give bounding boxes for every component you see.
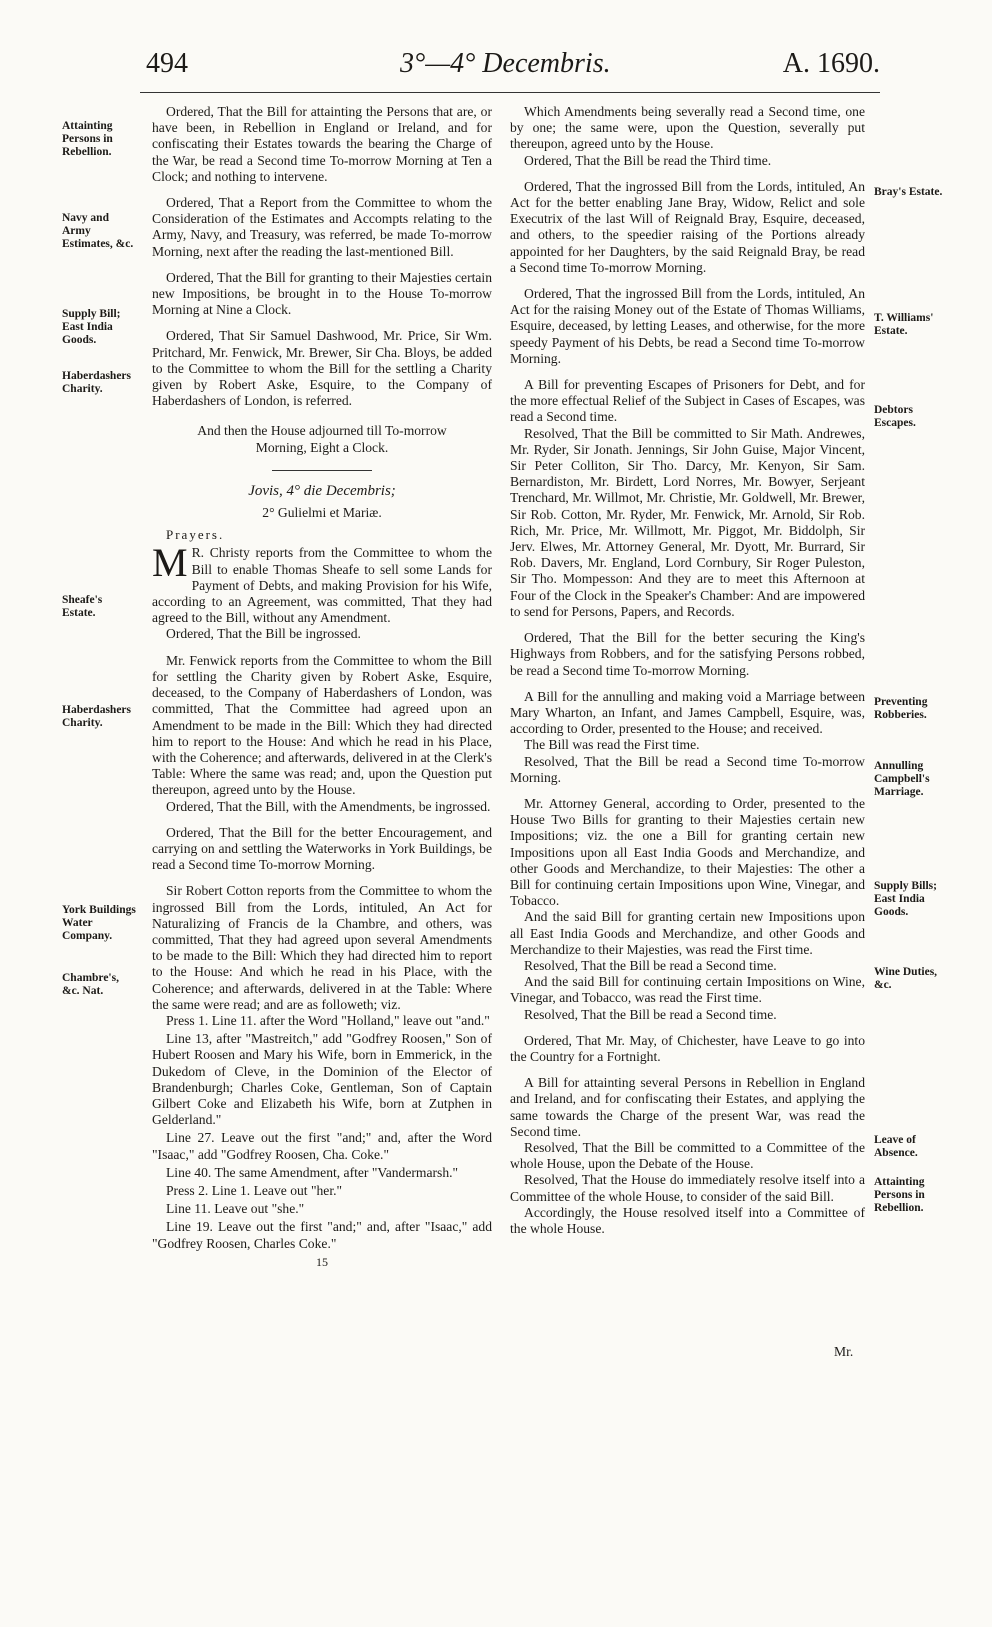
prayers-heading: Prayers. [166, 527, 225, 543]
margin-note-left: York Buildings Water Company. [62, 904, 136, 942]
margin-note-left: Haberdashers Charity. [62, 704, 131, 729]
entry: Resolved, That the Bill be read a Second time. [524, 957, 777, 973]
entry: Ordered, That Sir Samuel Dashwood, Mr. Price, Sir Wm. Pritchard, Mr. Fenwick, Mr. Brewer, Sir Cha. Bloys, be added to the Committee to whom the Bill for the settling a Charity given by Robert Aske, Esquire, to the Company of Haberdashers of London, is referred. [152, 328, 492, 409]
margin-note-right: Annulling Campbell's Marriage. [874, 760, 930, 798]
amendment: Line 27. Leave out the first "and;" and, after the Word "Isaac," add "Godfrey Roosen, Cha. Coke." [152, 1130, 492, 1162]
entry: And the said Bill for granting certain new Impositions upon all East India Goods and Merchandize, and other Goods and Merchandize to their Majesties, was read the First time. [510, 909, 865, 957]
margin-note-right: Preventing Robberies. [874, 696, 928, 721]
margin-note-right: Attainting Persons in Rebellion. [874, 1176, 925, 1214]
entry: And the said Bill for continuing certain Impositions on Wine, Vinegar, and Tobacco, was read the First time. [510, 974, 865, 1006]
catchword: Mr. [834, 1344, 854, 1359]
entry: Ordered, That the Bill for attainting the Persons that are, or have been, in Rebellion in England or Ireland, and for confiscating their Estates towards the bearing the Charge of the War, be read a Second time To-morrow Morning at Ten a Clock; and nothing to intervene. [152, 104, 492, 184]
drop-cap: M [152, 540, 188, 586]
entry: Ordered, That the Bill be read the Third time. [524, 152, 772, 168]
entry: Which Amendments being severally read a Second time, one by one; the same were, upon the Question, severally put thereupon, agreed unto by the House. [510, 104, 865, 152]
entry: Ordered, That the Bill, with the Amendments, be ingrossed. [166, 798, 491, 814]
entry: Ordered, That the Bill for the better Encouragement, and carrying on and settling the Waterworks in York Buildings, be read a Second time To-morrow Morning. [152, 824, 492, 873]
amendment: Line 40. The same Amendment, after "Vandermarsh." [166, 1164, 459, 1180]
margin-note-left: Navy and Army Estimates, &c. [62, 212, 134, 250]
entry: Resolved, That the Bill be committed to a Committee of the whole House, upon the Debate of the House. [510, 1139, 865, 1172]
entry [152, 540, 492, 626]
entry: Ordered, That Mr. May, of Chichester, have Leave to go into the Country for a Fortnight. [510, 1032, 865, 1064]
entry: Sir Robert Cotton reports from the Committee to whom the ingrossed Bill from the Lords, intituled, An Act for Naturalizing of Francis de la Chambre, and others, was committed, That they had agreed upon several Amendments to be made to the Bill: Which they had directed him to report to the House: And which he read in his Place, with the Coherence; and afterwards, delivered in at the Table: Where the same were read; and are as followeth; viz. [152, 883, 492, 1012]
page-date: 3°—4° Decembris. [400, 48, 611, 79]
entry: A Bill for preventing Escapes of Prisoners for Debt, and for the more effectual Relief of the Subject in Cases of Escapes, was read a Second time. [510, 377, 865, 425]
amendment: Line 13, after "Mastreitch," add "Godfrey Roosen," Son of Hubert Roosen and Mary his Wife, born in Emmerick, in the Dukedom of Cleve, in the Dominion of the Elector of Brandenburgh; Charles Coke, Gentleman, Son of Captain Gilbert Coke and Elizabeth his Wife, born at Zutphen in Gelderland." [152, 1031, 492, 1128]
entry: Ordered, That a Report from the Committee to whom the Consideration of the Estimates and Accompts relating to the Army, Navy, and Treasury, was referred, be made To-morrow Morning, next after the reading the last-mentioned Bill. [152, 195, 492, 259]
entry: A Bill for the annulling and making void a Marriage between Mary Wharton, an Infant, and James Campbell, Esquire, was, according to Order, presented to the House; and received. [510, 688, 865, 737]
entry: Resolved, That the House do immediately resolve itself into a Committee of the whole House, to consider of the said Bill. [510, 1172, 865, 1204]
entry: Ordered, That the ingrossed Bill from the Lords, intituled, An Act for the better enabling Jane Bray, Widow, Relict and sole Executrix of the last Will of Reignald Bray, Esquire, deceased, and others, to the speedier raising of the Portions already appointed for her Daughters, by the said Reignald Bray, be read a Second time To-morrow Morning. [510, 178, 865, 275]
entry: Ordered, That the Bill for granting to their Majesties certain new Impositions, be brought in to the House To-morrow Morning at Nine a Clock. [152, 269, 492, 318]
entry: Ordered, That the Bill for the better securing the King's Highways from Robbers, and for the satisfying Persons robbed, be read a Second time To-morrow Morning. [510, 630, 865, 678]
entry: Mr. Fenwick reports from the Committee to whom the Bill for settling the Charity given by Robert Aske, Esquire, deceased, to the Company of Haberdashers of London, was committed, That the Committee had agreed upon an Amendment to be made in the Bill: Which they had directed him to report to the House: And which he read in his Place, with the Coherence; and afterwards, delivered in at the Clerk's Table: Where the same was read; and, upon the Question put thereupon, agreed unto by the House. [152, 652, 492, 798]
margin-note-right: Bray's Estate. [874, 186, 943, 198]
adjournment: And then the House adjourned till To-morrow Morning, Eight a Clock. [197, 423, 447, 455]
margin-note-left: Sheafe's Estate. [62, 594, 103, 619]
margin-note-left: Supply Bill; East India Goods. [62, 308, 121, 346]
regnal-year: 2° Gulielmi et Mariæ. [262, 505, 382, 521]
amendment: Press 2. Line 1. Leave out "her." [166, 1182, 343, 1198]
header-rule [140, 92, 880, 93]
amendment: Press 1. Line 11. after the Word "Holland," leave out "and." [166, 1012, 490, 1028]
entry: Ordered, That the Bill be ingrossed. [166, 626, 361, 642]
left-column [152, 104, 492, 1270]
entry: Mr. Attorney General, according to Order, presented to the House Two Bills for granting to their Majesties certain new Impositions; viz. the one a Bill for granting certain new Impositions upon all East India Goods and Merchandize, and other Goods and Merchandize, to their Majesties: The other a Bill for continuing certain Impositions upon Wine, Vinegar, and Tobacco. [510, 795, 865, 909]
margin-note-left: Attainting Persons in Rebellion. [62, 120, 113, 158]
entry: A Bill for attainting several Persons in Rebellion in England and Ireland, and for confiscating their Estates, and applying the same towards the Charge of the present War, was read the Second time. [510, 1075, 865, 1139]
signature-mark: 15 [316, 1254, 328, 1269]
margin-note-left: Haberdashers Charity. [62, 370, 131, 395]
margin-note-right: Debtors Escapes. [874, 404, 916, 429]
margin-note-right: Supply Bills; East India Goods. [874, 880, 937, 918]
margin-note-right: T. Williams' Estate. [874, 312, 934, 337]
entry-text: R. Christy reports from the Committee to whom the Bill to enable Thomas Sheafe to sell some Lands for Payment of Debts, and making Provision for his Wife, according to an Agreement, was committed, That they had agreed to the Bill, without any Amendment. [152, 545, 492, 626]
margin-note-right: Leave of Absence. [874, 1134, 918, 1159]
entry: Resolved, That the Bill be read a Second time. [524, 1006, 777, 1022]
entry: Accordingly, the House resolved itself into a Committee of the whole House. [510, 1204, 865, 1236]
page-year: A. 1690. [782, 48, 880, 79]
amendment: Line 19. Leave out the first "and;" and, after "Isaac," add "Godfrey Roosen, Charles Coke." [152, 1219, 492, 1251]
entry: Resolved, That the Bill be committed to Sir Math. Andrewes, Mr. Ryder, Sir Jonath. Jennings, Sir John Guise, Major Vincent, Sir Peter Colliton, Sir Tho. Darcy, Mr. Kenyon, Sir Sam. Bernardiston, Mr. Birdett, Lord Norres, Mr. Bowyer, Serjeant Trenchard, Mr. Willmot, Mr. Christie, Mr. Goldwell, Mr. Brewer, Sir Rob. Cotton, Mr. Ryder, Mr. Fenwick, Mr. Arnold, Sir Rob. Rich, Mr. Price, Mr. Willmott, Mr. Piggot, Mr. Biddolph, Sir Jerv. Elwes, Mr. Attorney General, Mr. Dyott, Mr. Burrard, Sir Rob. Davers, Mr. England, Lord Cornbury, Sir Roger Puleston, Sir Tho. Mompesson: And they are to meet this Afternoon at Four of the Clock in the Speaker's Chamber: And are impowered to send for Persons, Papers, and Records. [510, 425, 865, 619]
margin-note-left: Chambre's, &c. Nat. [62, 972, 119, 997]
entry: Ordered, That the ingrossed Bill from the Lords, intituled, An Act for the raising Money out of the Estate of Thomas Williams, Esquire, deceased, by letting Leases, and otherwise, for the more speedy Payment of his Debts, be read a Second time To-morrow Morning. [510, 286, 865, 366]
page-header [140, 46, 880, 94]
day-heading: Jovis, 4° die Decembris; [248, 482, 396, 499]
entry: The Bill was read the First time. [524, 737, 700, 753]
section-divider [272, 470, 372, 471]
page-number: 494 [146, 48, 188, 79]
right-column [510, 104, 865, 1237]
amendment: Line 11. Leave out "she." [166, 1201, 305, 1217]
entry: Resolved, That the Bill be read a Second time To-morrow Morning. [510, 753, 865, 785]
margin-note-right: Wine Duties, &c. [874, 966, 938, 991]
